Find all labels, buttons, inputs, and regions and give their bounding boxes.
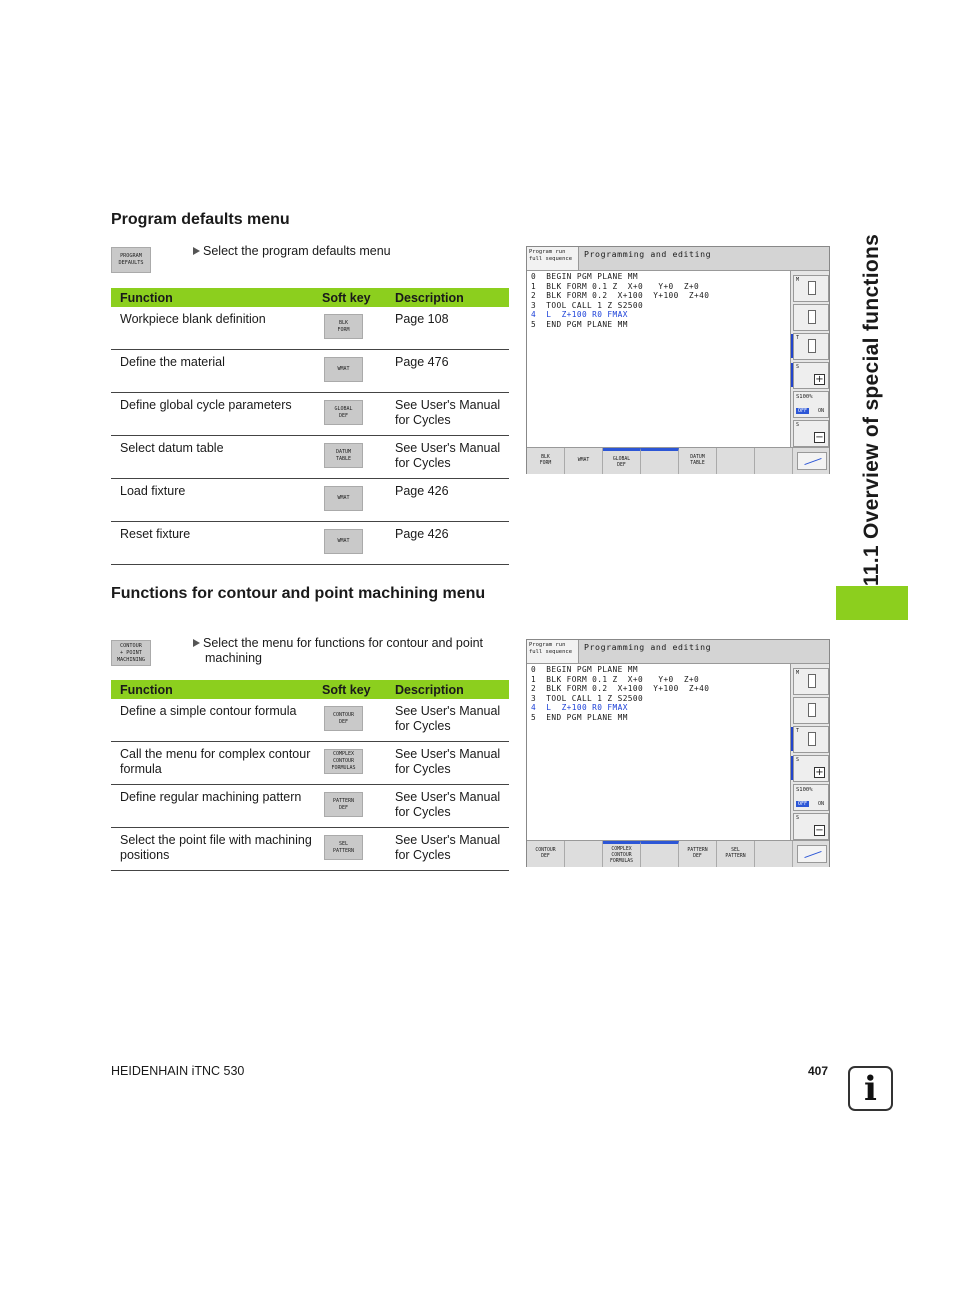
instruction-text-2: machining <box>205 651 262 665</box>
header-function: Function <box>120 682 173 697</box>
bottom-softkey-row <box>527 447 829 474</box>
row-function: Define the material <box>120 355 225 369</box>
row-softkey-cell <box>314 522 387 564</box>
side-softkey[interactable] <box>793 275 829 302</box>
program-line: 4 L Z+100 R0 FMAX <box>531 703 628 713</box>
program-line: 1 BLK FORM 0.1 Z X+0 Y+0 Z+0 <box>531 281 700 291</box>
row-softkey[interactable]: WMAT <box>324 486 363 511</box>
row-softkey[interactable]: COMPLEX CONTOUR FORMULAS <box>324 749 363 774</box>
program-line: 3 TOOL CALL 1 Z S2500 <box>531 693 644 703</box>
mode-label-left: Program run full sequence <box>527 247 579 271</box>
table-row <box>111 436 509 479</box>
tool-icon <box>808 310 816 324</box>
row-description: See User's Manual for Cycles <box>395 747 501 776</box>
tool-change-icon <box>808 339 816 353</box>
side-softkey[interactable] <box>793 668 829 695</box>
tool-icon <box>808 703 816 717</box>
chapter-tab <box>836 586 908 620</box>
bottom-softkey[interactable] <box>641 841 679 867</box>
side-softkey[interactable] <box>793 755 829 782</box>
side-softkey[interactable] <box>793 333 829 360</box>
header-description: Description <box>395 290 464 305</box>
chapter-title: 11.1 Overview of special functions <box>860 233 883 587</box>
tnc-screen-program-defaults <box>526 246 830 474</box>
side-softkey[interactable] <box>793 813 829 840</box>
section-heading-contour-point: Functions for contour and point machining menu <box>111 585 486 602</box>
s-label: S <box>796 364 800 370</box>
table-row <box>111 307 509 350</box>
table-row <box>111 522 509 565</box>
header-description: Description <box>395 682 464 697</box>
row-function: Load fixture <box>120 484 186 498</box>
program-listing <box>527 271 791 447</box>
side-softkey[interactable] <box>793 304 829 331</box>
program-line: 3 TOOL CALL 1 Z S2500 <box>531 300 644 310</box>
bottom-softkey[interactable]: GLOBAL DEF <box>603 448 641 474</box>
row-description: Page 426 <box>395 484 449 498</box>
bottom-softkey[interactable]: PATTERN DEF <box>679 841 717 867</box>
row-description: See User's Manual for Cycles <box>395 833 501 862</box>
header-softkey: Soft key <box>322 682 371 697</box>
bottom-softkey[interactable] <box>755 841 793 867</box>
row-softkey[interactable]: PATTERN DEF <box>324 792 363 817</box>
tnc-screen-contour-point <box>526 639 830 867</box>
chapter-title-area <box>836 200 908 620</box>
side-softkey[interactable] <box>793 391 829 418</box>
side-softkeys <box>791 271 829 447</box>
section-heading-program-defaults: Program defaults menu <box>111 211 290 228</box>
m-label: M <box>796 670 800 676</box>
header-function: Function <box>120 290 173 305</box>
active-marker <box>791 727 793 751</box>
row-softkey[interactable]: CONTOUR DEF <box>324 706 363 731</box>
table-row <box>111 828 509 871</box>
override-softkey[interactable] <box>793 841 829 867</box>
off-label: OFF <box>798 408 808 414</box>
t-label: T <box>796 728 800 734</box>
mode-label-right: Programming and editing <box>579 247 829 271</box>
footer-product: HEIDENHAIN iTNC 530 <box>111 1064 245 1078</box>
program-defaults-softkey[interactable]: PROGRAM DEFAULTS <box>111 247 151 273</box>
program-line: 4 L Z+100 R0 FMAX <box>531 310 628 320</box>
row-function: Call the menu for complex contour formula <box>120 747 311 776</box>
row-softkey-cell <box>314 828 387 870</box>
row-description: See User's Manual for Cycles <box>395 398 501 427</box>
row-description: Page 426 <box>395 527 449 541</box>
row-description: Page 476 <box>395 355 449 369</box>
row-function: Select the point file with machining positions <box>120 833 312 862</box>
active-marker <box>791 334 793 358</box>
row-description: See User's Manual for Cycles <box>395 704 501 733</box>
row-function: Select datum table <box>120 441 224 455</box>
row-description: See User's Manual for Cycles <box>395 790 501 819</box>
instruction-text-1: Select the menu for functions for contour and point <box>203 636 484 650</box>
minus-icon: − <box>815 432 824 443</box>
spindle-override: S100% <box>796 787 813 793</box>
override-softkey[interactable] <box>793 448 829 474</box>
bottom-softkey[interactable]: WMAT <box>565 448 603 474</box>
plus-icon: + <box>815 374 824 385</box>
side-softkeys <box>791 664 829 840</box>
instruction-contour-point <box>193 636 483 666</box>
contour-point-table <box>111 680 509 871</box>
info-icon-glyph: i <box>864 1068 877 1109</box>
program-line: 2 BLK FORM 0.2 X+100 Y+100 Z+40 <box>531 684 710 694</box>
row-softkey[interactable]: GLOBAL DEF <box>324 400 363 425</box>
bottom-softkey[interactable] <box>565 841 603 867</box>
row-softkey-cell <box>314 785 387 827</box>
bottom-softkey-row <box>527 840 829 867</box>
feed-override-icon <box>797 845 827 863</box>
row-function: Define a simple contour formula <box>120 704 297 718</box>
program-line: 2 BLK FORM 0.2 X+100 Y+100 Z+40 <box>531 291 710 301</box>
table-header <box>111 288 509 307</box>
row-description: See User's Manual for Cycles <box>395 441 501 470</box>
row-softkey-cell <box>314 307 387 349</box>
arrow-icon <box>193 247 200 255</box>
program-line: 0 BEGIN PGM PLANE MM <box>531 272 638 281</box>
program-defaults-table <box>111 288 509 565</box>
side-softkey[interactable] <box>793 726 829 753</box>
table-header <box>111 680 509 699</box>
row-description: Page 108 <box>395 312 449 326</box>
active-marker <box>791 363 793 387</box>
machine-icon <box>808 674 816 688</box>
off-label: OFF <box>798 801 808 807</box>
row-softkey[interactable]: DATUM TABLE <box>324 443 363 468</box>
contour-point-machining-softkey[interactable]: CONTOUR + POINT MACHINING <box>111 640 151 666</box>
arrow-icon <box>193 639 200 647</box>
program-line: 0 BEGIN PGM PLANE MM <box>531 665 638 674</box>
side-softkey[interactable] <box>793 420 829 447</box>
machine-icon <box>808 281 816 295</box>
on-label: ON <box>818 408 825 414</box>
row-softkey-cell <box>314 479 387 521</box>
table-row <box>111 479 509 522</box>
program-listing <box>527 664 791 840</box>
row-softkey-cell <box>314 350 387 392</box>
side-softkey[interactable] <box>793 697 829 724</box>
program-line: 5 END PGM PLANE MM <box>531 712 628 722</box>
instruction-text: Select the program defaults menu <box>203 244 391 258</box>
row-softkey[interactable]: SEL PATTERN <box>324 835 363 860</box>
minus-icon: − <box>815 825 824 836</box>
program-line: 5 END PGM PLANE MM <box>531 319 628 329</box>
row-function: Reset fixture <box>120 527 191 541</box>
mode-label-right: Programming and editing <box>579 640 829 664</box>
feed-override-icon <box>797 452 827 470</box>
row-softkey-cell <box>314 436 387 478</box>
bottom-softkey[interactable] <box>755 448 793 474</box>
page-number: 407 <box>808 1064 829 1078</box>
instruction-program-defaults <box>193 244 391 259</box>
row-softkey[interactable]: WMAT <box>324 357 363 382</box>
t-label: T <box>796 335 800 341</box>
table-row <box>111 350 509 393</box>
bottom-softkey[interactable] <box>641 448 679 474</box>
spindle-override: S100% <box>796 394 813 400</box>
mode-label-left: Program run full sequence <box>527 640 579 664</box>
row-softkey-cell <box>314 742 387 784</box>
header-softkey: Soft key <box>322 290 371 305</box>
side-softkey[interactable] <box>793 362 829 389</box>
s-label: S <box>796 422 800 428</box>
table-row <box>111 742 509 785</box>
row-function: Workpiece blank definition <box>120 312 266 326</box>
bottom-softkey[interactable] <box>717 448 755 474</box>
row-function: Define global cycle parameters <box>120 398 292 412</box>
program-line: 1 BLK FORM 0.1 Z X+0 Y+0 Z+0 <box>531 674 700 684</box>
side-softkey[interactable] <box>793 784 829 811</box>
row-softkey-cell <box>314 699 387 741</box>
s-label: S <box>796 815 800 821</box>
s-label: S <box>796 757 800 763</box>
bottom-softkey[interactable]: COMPLEX CONTOUR FORMULAS <box>603 841 641 867</box>
info-icon <box>848 1066 893 1111</box>
active-marker <box>791 756 793 780</box>
bottom-softkey[interactable]: SEL PATTERN <box>717 841 755 867</box>
plus-icon: + <box>815 767 824 778</box>
table-row <box>111 699 509 742</box>
row-softkey[interactable]: BLK FORM <box>324 314 363 339</box>
table-row <box>111 393 509 436</box>
tool-change-icon <box>808 732 816 746</box>
bottom-softkey[interactable]: DATUM TABLE <box>679 448 717 474</box>
m-label: M <box>796 277 800 283</box>
table-row <box>111 785 509 828</box>
bottom-softkey[interactable]: BLK FORM <box>527 448 565 474</box>
row-softkey[interactable]: WMAT <box>324 529 363 554</box>
on-label: ON <box>818 801 825 807</box>
row-function: Define regular machining pattern <box>120 790 302 804</box>
row-softkey-cell <box>314 393 387 435</box>
bottom-softkey[interactable]: CONTOUR DEF <box>527 841 565 867</box>
